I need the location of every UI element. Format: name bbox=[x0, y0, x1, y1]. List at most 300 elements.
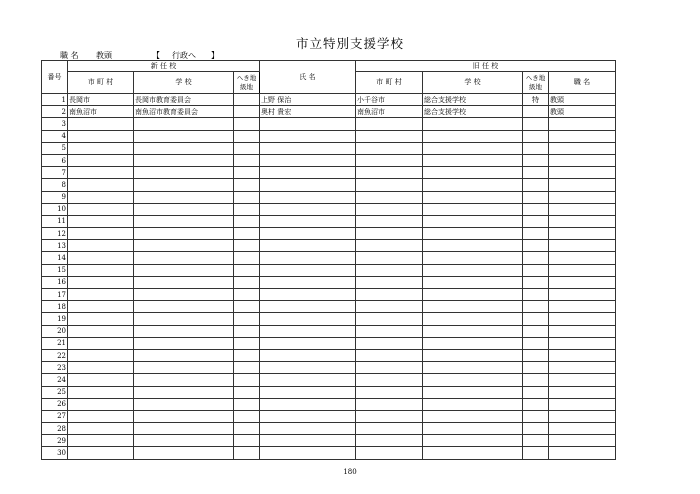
table-row bbox=[42, 301, 616, 313]
old-municipality-cell bbox=[356, 191, 423, 203]
new-school-cell bbox=[134, 179, 234, 191]
row-number: 11 bbox=[42, 215, 68, 227]
row-number: 27 bbox=[42, 410, 68, 422]
old-school-cell bbox=[423, 447, 523, 459]
new-municipality-cell bbox=[68, 398, 134, 410]
new-municipality-cell bbox=[68, 435, 134, 447]
job-title-cell bbox=[549, 264, 616, 276]
table-row bbox=[42, 191, 616, 203]
table-row bbox=[42, 289, 616, 301]
old-remote-grade-cell bbox=[523, 191, 549, 203]
name-cell bbox=[260, 276, 356, 288]
new-remote-grade-cell bbox=[234, 203, 260, 215]
page-title: 市立特別支援学校 bbox=[295, 36, 404, 51]
old-school-cell bbox=[423, 191, 523, 203]
old-school-cell bbox=[423, 252, 523, 264]
new-municipality-cell bbox=[68, 349, 134, 361]
old-remote-grade-cell bbox=[523, 423, 549, 435]
new-school-cell bbox=[134, 386, 234, 398]
new-school-cell bbox=[134, 240, 234, 252]
old-municipality-cell bbox=[356, 264, 423, 276]
job-title-cell bbox=[549, 362, 616, 374]
table-row bbox=[42, 264, 616, 276]
old-school-cell bbox=[423, 337, 523, 349]
old-municipality-cell bbox=[356, 410, 423, 422]
old-school-cell bbox=[423, 130, 523, 142]
old-municipality-cell bbox=[356, 228, 423, 240]
job-title-cell bbox=[549, 349, 616, 361]
old-municipality-cell bbox=[356, 337, 423, 349]
old-school-cell bbox=[423, 276, 523, 288]
new-remote-grade-cell bbox=[234, 94, 260, 106]
old-remote-grade-cell bbox=[523, 374, 549, 386]
old-municipality-cell bbox=[356, 276, 423, 288]
new-remote-grade-cell bbox=[234, 215, 260, 227]
job-title-cell bbox=[549, 386, 616, 398]
name-cell bbox=[260, 142, 356, 154]
old-remote-grade-cell bbox=[523, 301, 549, 313]
name-cell bbox=[260, 325, 356, 337]
new-school-cell bbox=[134, 435, 234, 447]
old-remote-grade-cell bbox=[523, 313, 549, 325]
row-number: 25 bbox=[42, 386, 68, 398]
name-cell bbox=[260, 215, 356, 227]
new-municipality-cell bbox=[68, 215, 134, 227]
job-title-cell bbox=[549, 191, 616, 203]
table-row bbox=[42, 167, 616, 179]
row-number: 22 bbox=[42, 349, 68, 361]
old-municipality-cell bbox=[356, 130, 423, 142]
new-school-cell bbox=[134, 337, 234, 349]
new-remote-grade-cell bbox=[234, 423, 260, 435]
new-municipality-cell bbox=[68, 374, 134, 386]
table-row bbox=[42, 337, 616, 349]
table-row bbox=[42, 106, 616, 118]
new-school-cell bbox=[134, 447, 234, 459]
name-cell bbox=[260, 118, 356, 130]
name-cell bbox=[260, 313, 356, 325]
table-row bbox=[42, 228, 616, 240]
header-old-municipality: 市 町 村 bbox=[356, 72, 423, 94]
old-remote-grade-cell bbox=[523, 215, 549, 227]
old-school-cell bbox=[423, 398, 523, 410]
table-row bbox=[42, 349, 616, 361]
new-municipality-cell bbox=[68, 130, 134, 142]
old-school-cell bbox=[423, 118, 523, 130]
job-title-cell bbox=[549, 142, 616, 154]
header-name: 氏 名 bbox=[260, 61, 356, 94]
old-school-cell bbox=[423, 301, 523, 313]
new-remote-grade-cell bbox=[234, 362, 260, 374]
new-municipality-cell: 長岡市 bbox=[68, 94, 134, 106]
row-number: 12 bbox=[42, 228, 68, 240]
row-number: 29 bbox=[42, 435, 68, 447]
table-row bbox=[42, 276, 616, 288]
new-school-cell bbox=[134, 167, 234, 179]
header-old-remote-grade: へき地級地 bbox=[523, 72, 549, 94]
meta-bracket-close: 】 bbox=[211, 51, 219, 60]
header-old-school-name: 学 校 bbox=[423, 72, 523, 94]
job-title-cell bbox=[549, 154, 616, 166]
row-number: 20 bbox=[42, 325, 68, 337]
new-remote-grade-cell bbox=[234, 240, 260, 252]
old-municipality-cell bbox=[356, 325, 423, 337]
name-cell bbox=[260, 362, 356, 374]
new-school-cell bbox=[134, 228, 234, 240]
job-title-cell bbox=[549, 240, 616, 252]
row-number: 15 bbox=[42, 264, 68, 276]
new-remote-grade-cell bbox=[234, 313, 260, 325]
old-municipality-cell bbox=[356, 349, 423, 361]
old-school-cell bbox=[423, 410, 523, 422]
job-title-cell bbox=[549, 410, 616, 422]
old-remote-grade-cell bbox=[523, 325, 549, 337]
table-body bbox=[42, 94, 616, 460]
old-remote-grade-cell bbox=[523, 106, 549, 118]
row-number: 23 bbox=[42, 362, 68, 374]
name-cell bbox=[260, 264, 356, 276]
new-school-cell bbox=[134, 154, 234, 166]
new-school-cell bbox=[134, 374, 234, 386]
old-school-cell bbox=[423, 386, 523, 398]
new-school-cell bbox=[134, 276, 234, 288]
old-remote-grade-cell bbox=[523, 337, 549, 349]
old-school-cell bbox=[423, 349, 523, 361]
new-municipality-cell bbox=[68, 423, 134, 435]
old-remote-grade-cell bbox=[523, 167, 549, 179]
new-remote-grade-cell bbox=[234, 398, 260, 410]
new-school-cell bbox=[134, 313, 234, 325]
row-number: 5 bbox=[42, 142, 68, 154]
new-school-cell bbox=[134, 362, 234, 374]
new-remote-grade-cell bbox=[234, 301, 260, 313]
job-title-cell bbox=[549, 289, 616, 301]
old-school-cell bbox=[423, 374, 523, 386]
table-row bbox=[42, 94, 616, 106]
new-municipality-cell bbox=[68, 191, 134, 203]
meta-label: 職 名 bbox=[60, 51, 79, 60]
name-cell bbox=[260, 289, 356, 301]
meta-value: 教頭 bbox=[96, 51, 112, 60]
old-school-cell bbox=[423, 325, 523, 337]
new-school-cell bbox=[134, 325, 234, 337]
table-row bbox=[42, 179, 616, 191]
new-remote-grade-cell bbox=[234, 228, 260, 240]
old-school-cell: 総合支援学校 bbox=[423, 106, 523, 118]
name-cell bbox=[260, 301, 356, 313]
job-title-cell bbox=[549, 179, 616, 191]
meta-category: 行政へ bbox=[172, 51, 196, 60]
table-row bbox=[42, 154, 616, 166]
table-row bbox=[42, 325, 616, 337]
row-number: 7 bbox=[42, 167, 68, 179]
old-remote-grade-cell bbox=[523, 362, 549, 374]
new-remote-grade-cell bbox=[234, 264, 260, 276]
new-municipality-cell bbox=[68, 301, 134, 313]
old-remote-grade-cell bbox=[523, 398, 549, 410]
old-remote-grade-cell bbox=[523, 386, 549, 398]
old-municipality-cell bbox=[356, 301, 423, 313]
name-cell bbox=[260, 240, 356, 252]
old-municipality-cell bbox=[356, 179, 423, 191]
new-municipality-cell bbox=[68, 252, 134, 264]
old-remote-grade-cell bbox=[523, 142, 549, 154]
table-row bbox=[42, 313, 616, 325]
new-school-cell bbox=[134, 191, 234, 203]
row-number: 8 bbox=[42, 179, 68, 191]
new-school-cell bbox=[134, 130, 234, 142]
new-remote-grade-cell bbox=[234, 154, 260, 166]
old-municipality-cell bbox=[356, 423, 423, 435]
new-municipality-cell bbox=[68, 362, 134, 374]
old-municipality-cell bbox=[356, 142, 423, 154]
new-remote-grade-cell bbox=[234, 191, 260, 203]
table-row bbox=[42, 386, 616, 398]
name-cell bbox=[260, 374, 356, 386]
job-title-cell bbox=[549, 423, 616, 435]
row-number: 18 bbox=[42, 301, 68, 313]
table-row bbox=[42, 435, 616, 447]
old-school-cell bbox=[423, 203, 523, 215]
old-remote-grade-cell bbox=[523, 203, 549, 215]
header-job-title: 職 名 bbox=[549, 72, 616, 94]
header-old-school: 旧 任 校 bbox=[356, 61, 616, 72]
new-remote-grade-cell bbox=[234, 130, 260, 142]
name-cell bbox=[260, 447, 356, 459]
old-school-cell bbox=[423, 289, 523, 301]
transfer-table bbox=[41, 60, 616, 460]
old-municipality-cell: 南魚沼市 bbox=[356, 106, 423, 118]
new-school-cell bbox=[134, 264, 234, 276]
old-municipality-cell bbox=[356, 215, 423, 227]
job-title-cell bbox=[549, 130, 616, 142]
table-row bbox=[42, 215, 616, 227]
table-row bbox=[42, 410, 616, 422]
old-municipality-cell bbox=[356, 374, 423, 386]
job-title-cell bbox=[549, 228, 616, 240]
job-title-cell bbox=[549, 203, 616, 215]
old-remote-grade-cell: 特 bbox=[523, 94, 549, 106]
new-remote-grade-cell bbox=[234, 276, 260, 288]
new-remote-grade-cell bbox=[234, 142, 260, 154]
row-number: 16 bbox=[42, 276, 68, 288]
new-municipality-cell bbox=[68, 154, 134, 166]
row-number: 28 bbox=[42, 423, 68, 435]
new-remote-grade-cell bbox=[234, 349, 260, 361]
new-remote-grade-cell bbox=[234, 252, 260, 264]
name-cell bbox=[260, 410, 356, 422]
row-number: 13 bbox=[42, 240, 68, 252]
row-number: 19 bbox=[42, 313, 68, 325]
new-municipality-cell: 南魚沼市 bbox=[68, 106, 134, 118]
old-municipality-cell bbox=[356, 289, 423, 301]
old-school-cell bbox=[423, 215, 523, 227]
table-row bbox=[42, 240, 616, 252]
table-row bbox=[42, 447, 616, 459]
job-title-cell bbox=[549, 398, 616, 410]
new-school-cell bbox=[134, 118, 234, 130]
job-title-cell bbox=[549, 118, 616, 130]
table-row bbox=[42, 362, 616, 374]
new-municipality-cell bbox=[68, 325, 134, 337]
old-municipality-cell bbox=[356, 447, 423, 459]
old-school-cell bbox=[423, 240, 523, 252]
old-municipality-cell: 小千谷市 bbox=[356, 94, 423, 106]
old-school-cell bbox=[423, 435, 523, 447]
new-municipality-cell bbox=[68, 167, 134, 179]
name-cell: 上野 保治 bbox=[260, 94, 356, 106]
new-municipality-cell bbox=[68, 203, 134, 215]
new-municipality-cell bbox=[68, 142, 134, 154]
old-municipality-cell bbox=[356, 203, 423, 215]
new-remote-grade-cell bbox=[234, 410, 260, 422]
old-school-cell bbox=[423, 313, 523, 325]
row-number: 21 bbox=[42, 337, 68, 349]
page-number: 180 bbox=[343, 468, 357, 476]
old-remote-grade-cell bbox=[523, 240, 549, 252]
job-title-cell bbox=[549, 215, 616, 227]
new-municipality-cell bbox=[68, 276, 134, 288]
row-number: 1 bbox=[42, 94, 68, 106]
table-row bbox=[42, 252, 616, 264]
new-school-cell bbox=[134, 215, 234, 227]
header-row-1 bbox=[42, 61, 616, 72]
new-municipality-cell bbox=[68, 313, 134, 325]
old-school-cell bbox=[423, 264, 523, 276]
new-school-cell bbox=[134, 423, 234, 435]
old-school-cell bbox=[423, 142, 523, 154]
name-cell bbox=[260, 398, 356, 410]
old-municipality-cell bbox=[356, 252, 423, 264]
header-number: 番号 bbox=[42, 61, 68, 94]
row-number: 9 bbox=[42, 191, 68, 203]
row-number: 14 bbox=[42, 252, 68, 264]
new-remote-grade-cell bbox=[234, 386, 260, 398]
new-municipality-cell bbox=[68, 118, 134, 130]
row-number: 2 bbox=[42, 106, 68, 118]
row-number: 6 bbox=[42, 154, 68, 166]
old-school-cell bbox=[423, 423, 523, 435]
new-municipality-cell bbox=[68, 289, 134, 301]
old-remote-grade-cell bbox=[523, 447, 549, 459]
row-number: 26 bbox=[42, 398, 68, 410]
new-school-cell bbox=[134, 252, 234, 264]
row-number: 24 bbox=[42, 374, 68, 386]
new-school-cell bbox=[134, 203, 234, 215]
new-school-cell: 南魚沼市教育委員会 bbox=[134, 106, 234, 118]
name-cell bbox=[260, 337, 356, 349]
new-municipality-cell bbox=[68, 228, 134, 240]
header-new-school: 新 任 校 bbox=[68, 61, 260, 72]
name-cell bbox=[260, 423, 356, 435]
new-municipality-cell bbox=[68, 179, 134, 191]
table-row bbox=[42, 398, 616, 410]
old-municipality-cell bbox=[356, 167, 423, 179]
new-remote-grade-cell bbox=[234, 447, 260, 459]
old-remote-grade-cell bbox=[523, 349, 549, 361]
old-remote-grade-cell bbox=[523, 179, 549, 191]
row-number: 4 bbox=[42, 130, 68, 142]
row-number: 10 bbox=[42, 203, 68, 215]
new-remote-grade-cell bbox=[234, 337, 260, 349]
job-title-cell bbox=[549, 447, 616, 459]
header-new-municipality: 市 町 村 bbox=[68, 72, 134, 94]
name-cell bbox=[260, 191, 356, 203]
job-title-cell bbox=[549, 301, 616, 313]
job-title-cell bbox=[549, 325, 616, 337]
new-school-cell bbox=[134, 349, 234, 361]
name-cell bbox=[260, 386, 356, 398]
row-number: 17 bbox=[42, 289, 68, 301]
name-cell bbox=[260, 228, 356, 240]
old-school-cell bbox=[423, 362, 523, 374]
new-municipality-cell bbox=[68, 337, 134, 349]
old-municipality-cell bbox=[356, 435, 423, 447]
old-remote-grade-cell bbox=[523, 289, 549, 301]
old-municipality-cell bbox=[356, 398, 423, 410]
job-title-cell bbox=[549, 167, 616, 179]
new-municipality-cell bbox=[68, 240, 134, 252]
job-title-cell: 教頭 bbox=[549, 94, 616, 106]
old-remote-grade-cell bbox=[523, 154, 549, 166]
old-municipality-cell bbox=[356, 154, 423, 166]
new-municipality-cell bbox=[68, 410, 134, 422]
old-remote-grade-cell bbox=[523, 228, 549, 240]
new-school-cell bbox=[134, 289, 234, 301]
new-municipality-cell bbox=[68, 447, 134, 459]
old-remote-grade-cell bbox=[523, 118, 549, 130]
job-title-cell bbox=[549, 313, 616, 325]
new-remote-grade-cell bbox=[234, 289, 260, 301]
new-remote-grade-cell bbox=[234, 374, 260, 386]
job-title-cell: 教頭 bbox=[549, 106, 616, 118]
job-title-cell bbox=[549, 276, 616, 288]
old-school-cell bbox=[423, 154, 523, 166]
old-municipality-cell bbox=[356, 240, 423, 252]
new-remote-grade-cell bbox=[234, 118, 260, 130]
name-cell bbox=[260, 154, 356, 166]
table-row bbox=[42, 118, 616, 130]
table-row bbox=[42, 130, 616, 142]
name-cell: 奥村 貴宏 bbox=[260, 106, 356, 118]
header-new-school-name: 学 校 bbox=[134, 72, 234, 94]
name-cell bbox=[260, 349, 356, 361]
name-cell bbox=[260, 252, 356, 264]
table-row bbox=[42, 203, 616, 215]
old-remote-grade-cell bbox=[523, 276, 549, 288]
old-remote-grade-cell bbox=[523, 410, 549, 422]
new-remote-grade-cell bbox=[234, 325, 260, 337]
old-school-cell bbox=[423, 228, 523, 240]
table-row bbox=[42, 423, 616, 435]
row-number: 3 bbox=[42, 118, 68, 130]
name-cell bbox=[260, 435, 356, 447]
new-school-cell: 長岡市教育委員会 bbox=[134, 94, 234, 106]
header-new-remote-grade: へき地級地 bbox=[234, 72, 260, 94]
old-remote-grade-cell bbox=[523, 130, 549, 142]
old-municipality-cell bbox=[356, 313, 423, 325]
new-school-cell bbox=[134, 410, 234, 422]
old-school-cell bbox=[423, 167, 523, 179]
job-title-cell bbox=[549, 252, 616, 264]
old-school-cell: 総合支援学校 bbox=[423, 94, 523, 106]
old-remote-grade-cell bbox=[523, 252, 549, 264]
new-remote-grade-cell bbox=[234, 179, 260, 191]
name-cell bbox=[260, 203, 356, 215]
name-cell bbox=[260, 179, 356, 191]
old-remote-grade-cell bbox=[523, 264, 549, 276]
job-title-cell bbox=[549, 435, 616, 447]
